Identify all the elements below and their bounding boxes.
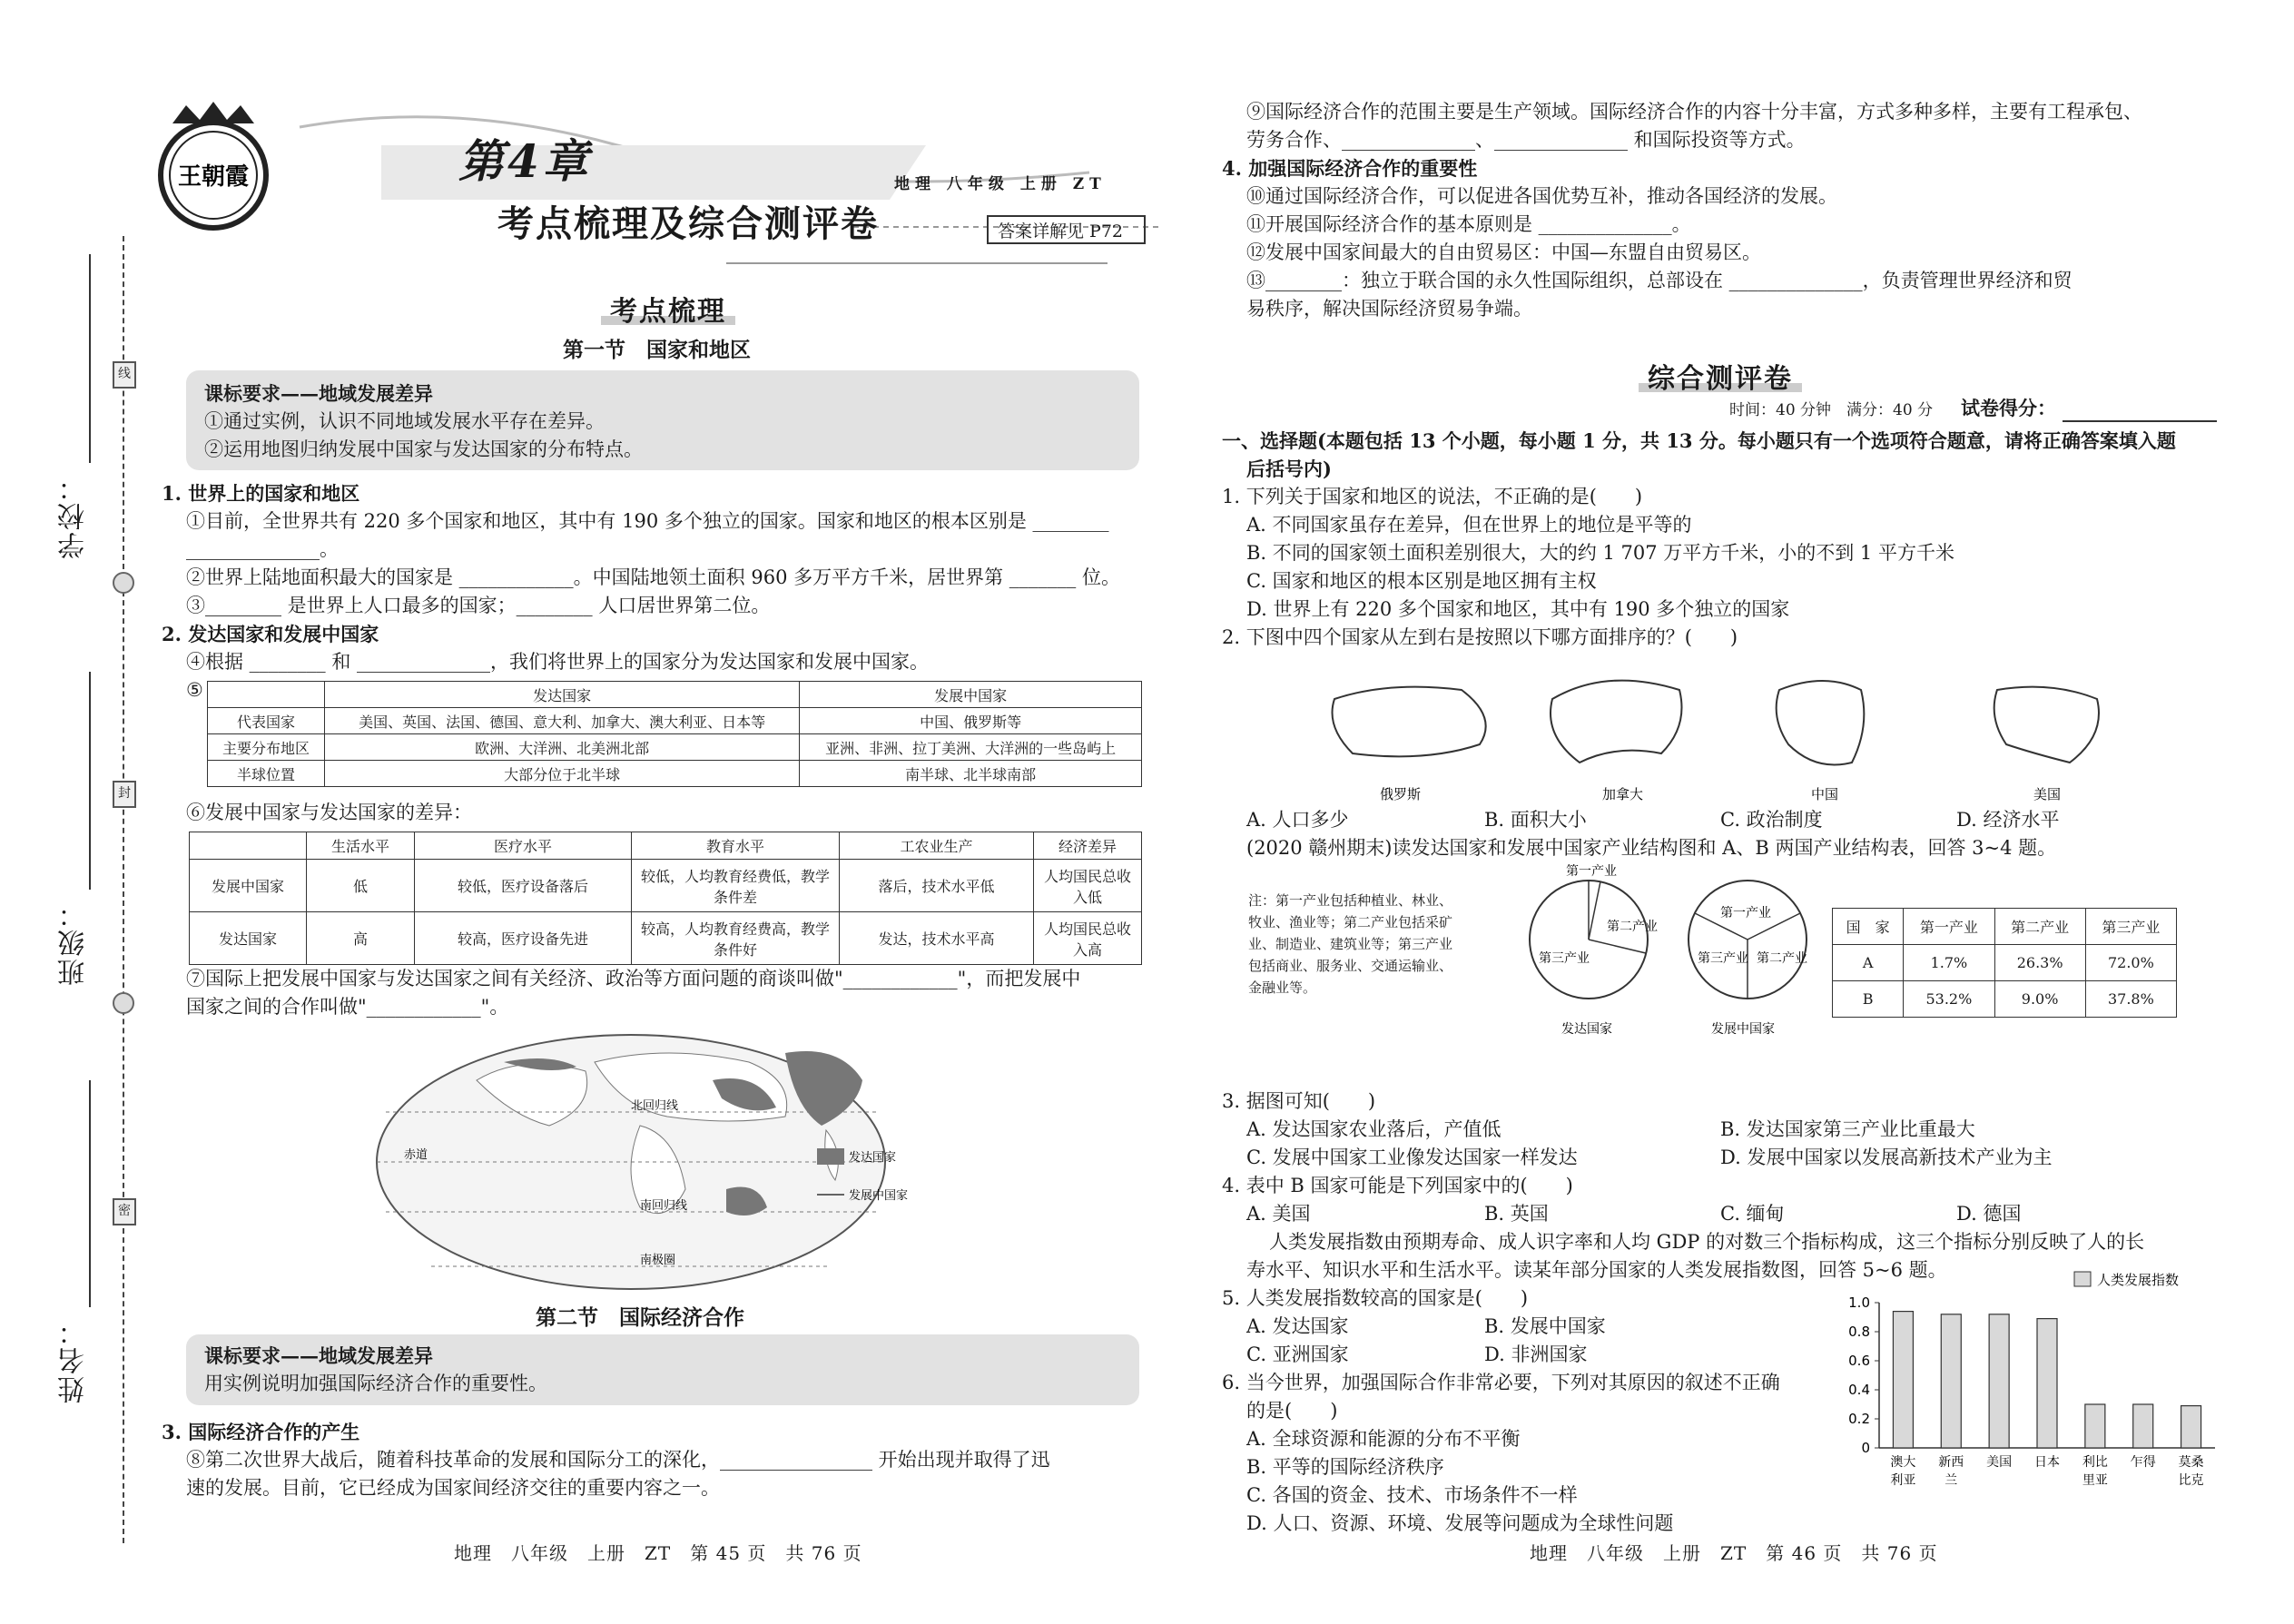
answer-reference: 答案详解见 P72 — [987, 215, 1146, 244]
table-cell: 72.0% — [2085, 945, 2176, 981]
text-line: ⑫发展中国家间最大的自由贸易区：中国—东盟自由贸易区。 — [1246, 241, 1761, 263]
legend-label: 发展中国家 — [849, 1189, 909, 1203]
countries-table — [207, 681, 1142, 787]
option: D. 世界上有 220 多个国家和地区，其中有 190 多个独立的国家 — [1246, 598, 1790, 620]
heading: 4. 加强国际经济合作的重要性 — [1222, 157, 1478, 180]
bar — [2181, 1406, 2201, 1448]
y-tick-label: 0.2 — [1848, 1411, 1870, 1427]
table-cell: 9.0% — [1994, 981, 2085, 1018]
question: 6. 当今世界，加强国际合作非常必要，下列对其原因的叙述不正确 — [1222, 1372, 1780, 1393]
table-cell: 南半球、北半球南部 — [800, 761, 1142, 787]
x-tick-label: 利亚 — [1890, 1473, 1916, 1488]
requirement-title: 课标要求——地域发展差异 — [204, 382, 433, 405]
table-header: 医疗水平 — [415, 832, 632, 860]
table-cell: 人均国民总收入高 — [1034, 912, 1142, 965]
curriculum-requirement-box — [186, 1334, 1139, 1405]
industry-note — [1248, 890, 1452, 999]
option: C. 亚洲国家 — [1246, 1343, 1349, 1365]
table-cell: 高 — [307, 912, 415, 965]
table-cell: 代表国家 — [208, 708, 325, 734]
publisher-logo — [154, 98, 272, 234]
table-cell: 较高，医疗设备先进 — [415, 912, 632, 965]
question: 5. 人类发展指数较高的国家是( ) — [1222, 1287, 1529, 1309]
text-line: ⑪开展国际经济合作的基本原则是 ______________。 — [1246, 213, 1691, 235]
table-header: 第一产业 — [1904, 909, 1994, 945]
class-label: 班级： — [58, 899, 90, 986]
y-tick-label: 0.4 — [1848, 1382, 1870, 1398]
option: C. 各国的资金、技术、市场条件不一样 — [1246, 1484, 1578, 1506]
table-cell: 低 — [307, 860, 415, 912]
binding-dashed-line — [123, 236, 124, 1543]
table-header: 经济差异 — [1034, 832, 1142, 860]
option: B. 平等的国际经济秩序 — [1246, 1456, 1444, 1478]
pie-title: 发达国家 — [1561, 1022, 1612, 1037]
heading: 2. 发达国家和发展中国家 — [162, 623, 379, 645]
table-cell: 较高，人均教育经费高，教学条件好 — [631, 912, 839, 965]
page-footer: 地理 八年级 上册 ZT 第 45 页 共 76 页 — [454, 1542, 862, 1564]
text-line: ③________ 是世界上人口最多的国家；________ 人口居世界第二位。 — [186, 595, 771, 616]
x-tick-label: 美国 — [1986, 1455, 2013, 1470]
map-label: 赤道 — [404, 1148, 428, 1162]
pie-label: 第一产业 — [1566, 864, 1617, 879]
text-line: ②世界上陆地面积最大的国家是 ____________。中国陆地领土面积 960 多万平方千米，居世界第 _______ 位。 — [186, 566, 1120, 588]
question: 1. 下列关于国家和地区的说法，不正确的是( ) — [1222, 486, 1643, 507]
header-tagline: 地理 八年级 上册 ZT — [894, 175, 1107, 193]
text-line: ⑨国际经济合作的范围主要是生产领域。国际经济合作的内容十分丰富，方式多种多样，主要有工程承包、 — [1246, 101, 2142, 123]
text-line: 易秩序，解决国际经济贸易争端。 — [1246, 298, 1532, 320]
requirement-item: ②运用地图归纳发展中国家与发达国家的分布特点。 — [204, 438, 643, 460]
x-tick-label: 里亚 — [2082, 1473, 2108, 1488]
text-line: 寿水平、知识水平和生活水平。读某年部分国家的人类发展指数图，回答 5~6 题。 — [1246, 1259, 1947, 1281]
table-header: 工农业生产 — [839, 832, 1033, 860]
note-line: 包括商业、服务业、交通运输业、 — [1248, 958, 1453, 974]
seal-mark: 密 — [113, 1198, 136, 1225]
hdi-bar-chart — [1834, 1266, 2233, 1516]
name-blank — [89, 1080, 91, 1307]
table-cell: B — [1833, 981, 1904, 1018]
option: D. 经济水平 — [1956, 809, 2060, 831]
x-tick-label: 比克 — [2178, 1473, 2204, 1488]
x-tick-label: 澳大 — [1890, 1455, 1916, 1470]
note-line: 牧业、渔业等；第二产业包括采矿 — [1248, 914, 1453, 930]
option: B. 发展中国家 — [1484, 1315, 1606, 1337]
table-cell: 中国、俄罗斯等 — [800, 708, 1142, 734]
section-heading: 第一节 国家和地区 — [563, 338, 751, 362]
option: B. 不同的国家领土面积差别很大，大的约 1 707 万平方千米，小的不到 1 平方千米 — [1246, 542, 1954, 564]
text-line: 速的发展。目前，它已经成为国家间经济交往的重要内容之一。 — [186, 1477, 720, 1499]
bar — [2133, 1404, 2153, 1448]
question: 3. 据图可知( ) — [1222, 1090, 1376, 1112]
table-cell: 发达，技术水平高 — [839, 912, 1033, 965]
heading: 3. 国际经济合作的产生 — [162, 1421, 360, 1443]
part-heading: 一、选择题(本题包括 13 个小题，每小题 1 分，共 13 分。每小题只有一个选项符合题意，请将正确答案填入题 — [1222, 429, 2176, 452]
option: C. 国家和地区的根本区别是地区拥有主权 — [1246, 570, 1597, 592]
section-heading: 第二节 国际经济合作 — [536, 1305, 744, 1330]
logo-text: 王朝霞 — [177, 163, 250, 191]
table-header: 第二产业 — [1994, 909, 2085, 945]
legend-label: 发达国家 — [849, 1151, 897, 1165]
option: A. 发达国家农业落后，产值低 — [1246, 1118, 1501, 1140]
option: A. 美国 — [1246, 1203, 1311, 1225]
class-blank — [89, 672, 91, 890]
text-line: ④根据 ________ 和 ______________，我们将世界上的国家分为发达国家和发展中国家。 — [186, 651, 930, 673]
text-line: ①目前，全世界共有 220 多个国家和地区，其中有 190 多个独立的国家。国家和地区的根本区别是 ________ — [186, 510, 1109, 532]
y-tick-label: 0.8 — [1848, 1324, 1870, 1340]
score-blank[interactable] — [2063, 420, 2217, 422]
requirement-item: ①通过实例，认识不同地域发展水平存在差异。 — [204, 410, 605, 432]
industry-pie-charts — [1516, 862, 1816, 1044]
table-cell: 大部分位于北半球 — [325, 761, 800, 787]
bar — [2085, 1404, 2105, 1448]
section-title: 考点梳理 — [610, 289, 726, 329]
table-header: 发达国家 — [325, 682, 800, 708]
school-label: 学校： — [58, 472, 90, 559]
option: D. 人口、资源、环境、发展等问题成为全球性问题 — [1246, 1512, 1674, 1534]
table-cell: 美国、英国、法国、德国、意大利、加拿大、澳大利亚、日本等 — [325, 708, 800, 734]
table-cell: 较低，医疗设备落后 — [415, 860, 632, 912]
text-line: 国家之间的合作叫做"____________"。 — [186, 996, 509, 1018]
note-line: 注：第一产业包括种植业、林业、 — [1248, 892, 1453, 909]
option: A. 不同国家虽存在差异，但在世界上的地位是平等的 — [1246, 514, 1692, 536]
x-tick-label: 利比 — [2082, 1455, 2108, 1470]
punch-hole-icon — [113, 572, 134, 594]
score-label: 试卷得分： — [1961, 397, 2056, 419]
text-line: 劳务合作、______________、______________ 和国际投资等方式。 — [1246, 129, 1806, 151]
option: C. 发展中国家工业像发达国家一样发达 — [1246, 1147, 1578, 1168]
map-label: 北回归线 — [631, 1099, 679, 1113]
pie-title: 发展中国家 — [1711, 1022, 1775, 1037]
pie-label: 第一产业 — [1720, 906, 1771, 920]
pie-label: 第二产业 — [1607, 920, 1658, 934]
table-cell: 53.2% — [1904, 981, 1994, 1018]
table-cell: 1.7% — [1904, 945, 1994, 981]
table-header: 生活水平 — [307, 832, 415, 860]
table-header: 国 家 — [1833, 909, 1904, 945]
pie-label: 第三产业 — [1539, 951, 1590, 966]
legend-label: 人类发展指数 — [2097, 1272, 2180, 1288]
table-cell: 37.8% — [2085, 981, 2176, 1018]
table-cell: 半球位置 — [208, 761, 325, 787]
text-line: ______________。 — [186, 538, 339, 560]
table-cell: 亚洲、非洲、拉丁美洲、大洋洲的一些岛屿上 — [800, 734, 1142, 761]
table-cell: A — [1833, 945, 1904, 981]
country-outlines — [1316, 663, 2151, 817]
heading: 1. 世界上的国家和地区 — [162, 482, 360, 505]
y-tick-label: 0.6 — [1848, 1353, 1870, 1369]
bar — [2037, 1319, 2057, 1448]
option: A. 全球资源和能源的分布不平衡 — [1246, 1428, 1521, 1450]
question: 的是( ) — [1246, 1400, 1338, 1422]
option: B. 发达国家第三产业比重最大 — [1720, 1118, 1975, 1140]
bar — [1941, 1314, 1961, 1448]
test-info: 时间：40 分钟 满分：40 分 — [1729, 401, 1934, 419]
table-cell: 欧洲、大洋洲、北美洲北部 — [325, 734, 800, 761]
y-tick-label: 0 — [1861, 1440, 1870, 1456]
country-label: 加拿大 — [1602, 786, 1644, 802]
option: D. 非洲国家 — [1484, 1343, 1588, 1365]
option: B. 英国 — [1484, 1203, 1549, 1225]
option: D. 发展中国家以发展高新技术产业为主 — [1720, 1147, 2053, 1168]
table-cell: 26.3% — [1994, 945, 2085, 981]
note-line: 业、制造业、建筑业等；第三产业 — [1248, 936, 1453, 952]
question: 4. 表中 B 国家可能是下列国家中的( ) — [1222, 1175, 1573, 1196]
pie-label: 第二产业 — [1757, 951, 1807, 966]
country-label: 中国 — [1811, 786, 1839, 802]
map-label: 南极圈 — [640, 1254, 676, 1267]
note-line: 金融业等。 — [1248, 979, 1317, 996]
bar — [1893, 1312, 1913, 1448]
table-header — [208, 682, 325, 708]
bar — [1989, 1314, 2009, 1448]
industry-structure-table — [1832, 908, 2177, 1018]
text-line: ⑤ — [186, 679, 203, 701]
page-title: 考点梳理及综合测评卷 — [497, 202, 879, 245]
map-label: 南回归线 — [640, 1199, 688, 1213]
option: B. 面积大小 — [1484, 809, 1587, 831]
world-map — [368, 1026, 949, 1298]
text-line: 人类发展指数由预期寿命、成人识字率和人均 GDP 的对数三个指标构成，这三个指标分别反映了人的长 — [1269, 1231, 2145, 1253]
differences-table — [189, 832, 1142, 965]
text-line: ⑦国际上把发展中国家与发达国家之间有关经济、政治等方面问题的商谈叫做"____________"，而把发展中 — [186, 968, 1081, 989]
country-label: 俄罗斯 — [1380, 786, 1422, 802]
punch-hole-icon — [113, 992, 134, 1014]
table-cell: 主要分布地区 — [208, 734, 325, 761]
pie-label: 第三产业 — [1698, 951, 1748, 966]
seal-mark: 线 — [113, 361, 136, 389]
option: A. 人口多少 — [1246, 809, 1349, 831]
curriculum-requirement-box — [186, 370, 1139, 470]
country-label: 美国 — [2033, 786, 2062, 802]
seal-mark: 封 — [113, 781, 136, 808]
text-line: ⑧第二次世界大战后，随着科技革命的发展和国际分工的深化，________________ 开始出现并取得了迅 — [186, 1449, 1050, 1471]
x-tick-label: 兰 — [1944, 1473, 1958, 1488]
table-cell: 人均国民总收入低 — [1034, 860, 1142, 912]
page-footer: 地理 八年级 上册 ZT 第 46 页 共 76 页 — [1530, 1542, 1938, 1564]
table-header: 教育水平 — [631, 832, 839, 860]
table-header: 发展中国家 — [800, 682, 1142, 708]
table-header: 第三产业 — [2085, 909, 2176, 945]
option: D. 德国 — [1956, 1203, 2022, 1225]
requirement-item: 用实例说明加强国际经济合作的重要性。 — [204, 1373, 547, 1394]
option: A. 发达国家 — [1246, 1315, 1349, 1337]
section-title: 综合测评卷 — [1648, 356, 1793, 396]
part-heading: 后括号内) — [1246, 458, 1332, 480]
text-line: ⑩通过国际经济合作，可以促进各国优势互补，推动各国经济的发展。 — [1246, 185, 1837, 207]
option: C. 政治制度 — [1720, 809, 1823, 831]
y-tick-label: 1.0 — [1848, 1294, 1870, 1311]
table-cell: 落后，技术水平低 — [839, 860, 1033, 912]
x-tick-label: 乍得 — [2130, 1455, 2156, 1470]
table-cell: 较低，人均教育经费低，教学条件差 — [631, 860, 839, 912]
chapter-title: 第4章 — [458, 134, 592, 188]
school-blank — [89, 254, 91, 463]
question: 2. 下图中四个国家从左到右是按照以下哪方面排序的？( ) — [1222, 626, 1738, 648]
name-label: 姓名： — [58, 1316, 90, 1403]
legend-swatch — [2074, 1272, 2091, 1286]
table-cell: 发展中国家 — [190, 860, 307, 912]
text-line: (2020 赣州期末)读发达国家和发展中国家产业结构图和 A、B 两国产业结构表，回答 3~4 题。 — [1246, 837, 2057, 859]
x-tick-label: 莫桑 — [2178, 1455, 2204, 1470]
requirement-title: 课标要求——地域发展差异 — [204, 1344, 433, 1367]
table-cell: 发达国家 — [190, 912, 307, 965]
x-tick-label: 新西 — [1938, 1455, 1964, 1470]
option: C. 缅甸 — [1720, 1203, 1785, 1225]
legend-swatch — [817, 1148, 844, 1165]
table-header — [190, 832, 307, 860]
x-tick-label: 日本 — [2034, 1455, 2060, 1470]
text-line: ⑬________：独立于联合国的永久性国际组织，总部设在 ______________，负责管理世界经济和贸 — [1246, 270, 2072, 291]
text-line: ⑥发展中国家与发达国家的差异： — [186, 802, 472, 823]
